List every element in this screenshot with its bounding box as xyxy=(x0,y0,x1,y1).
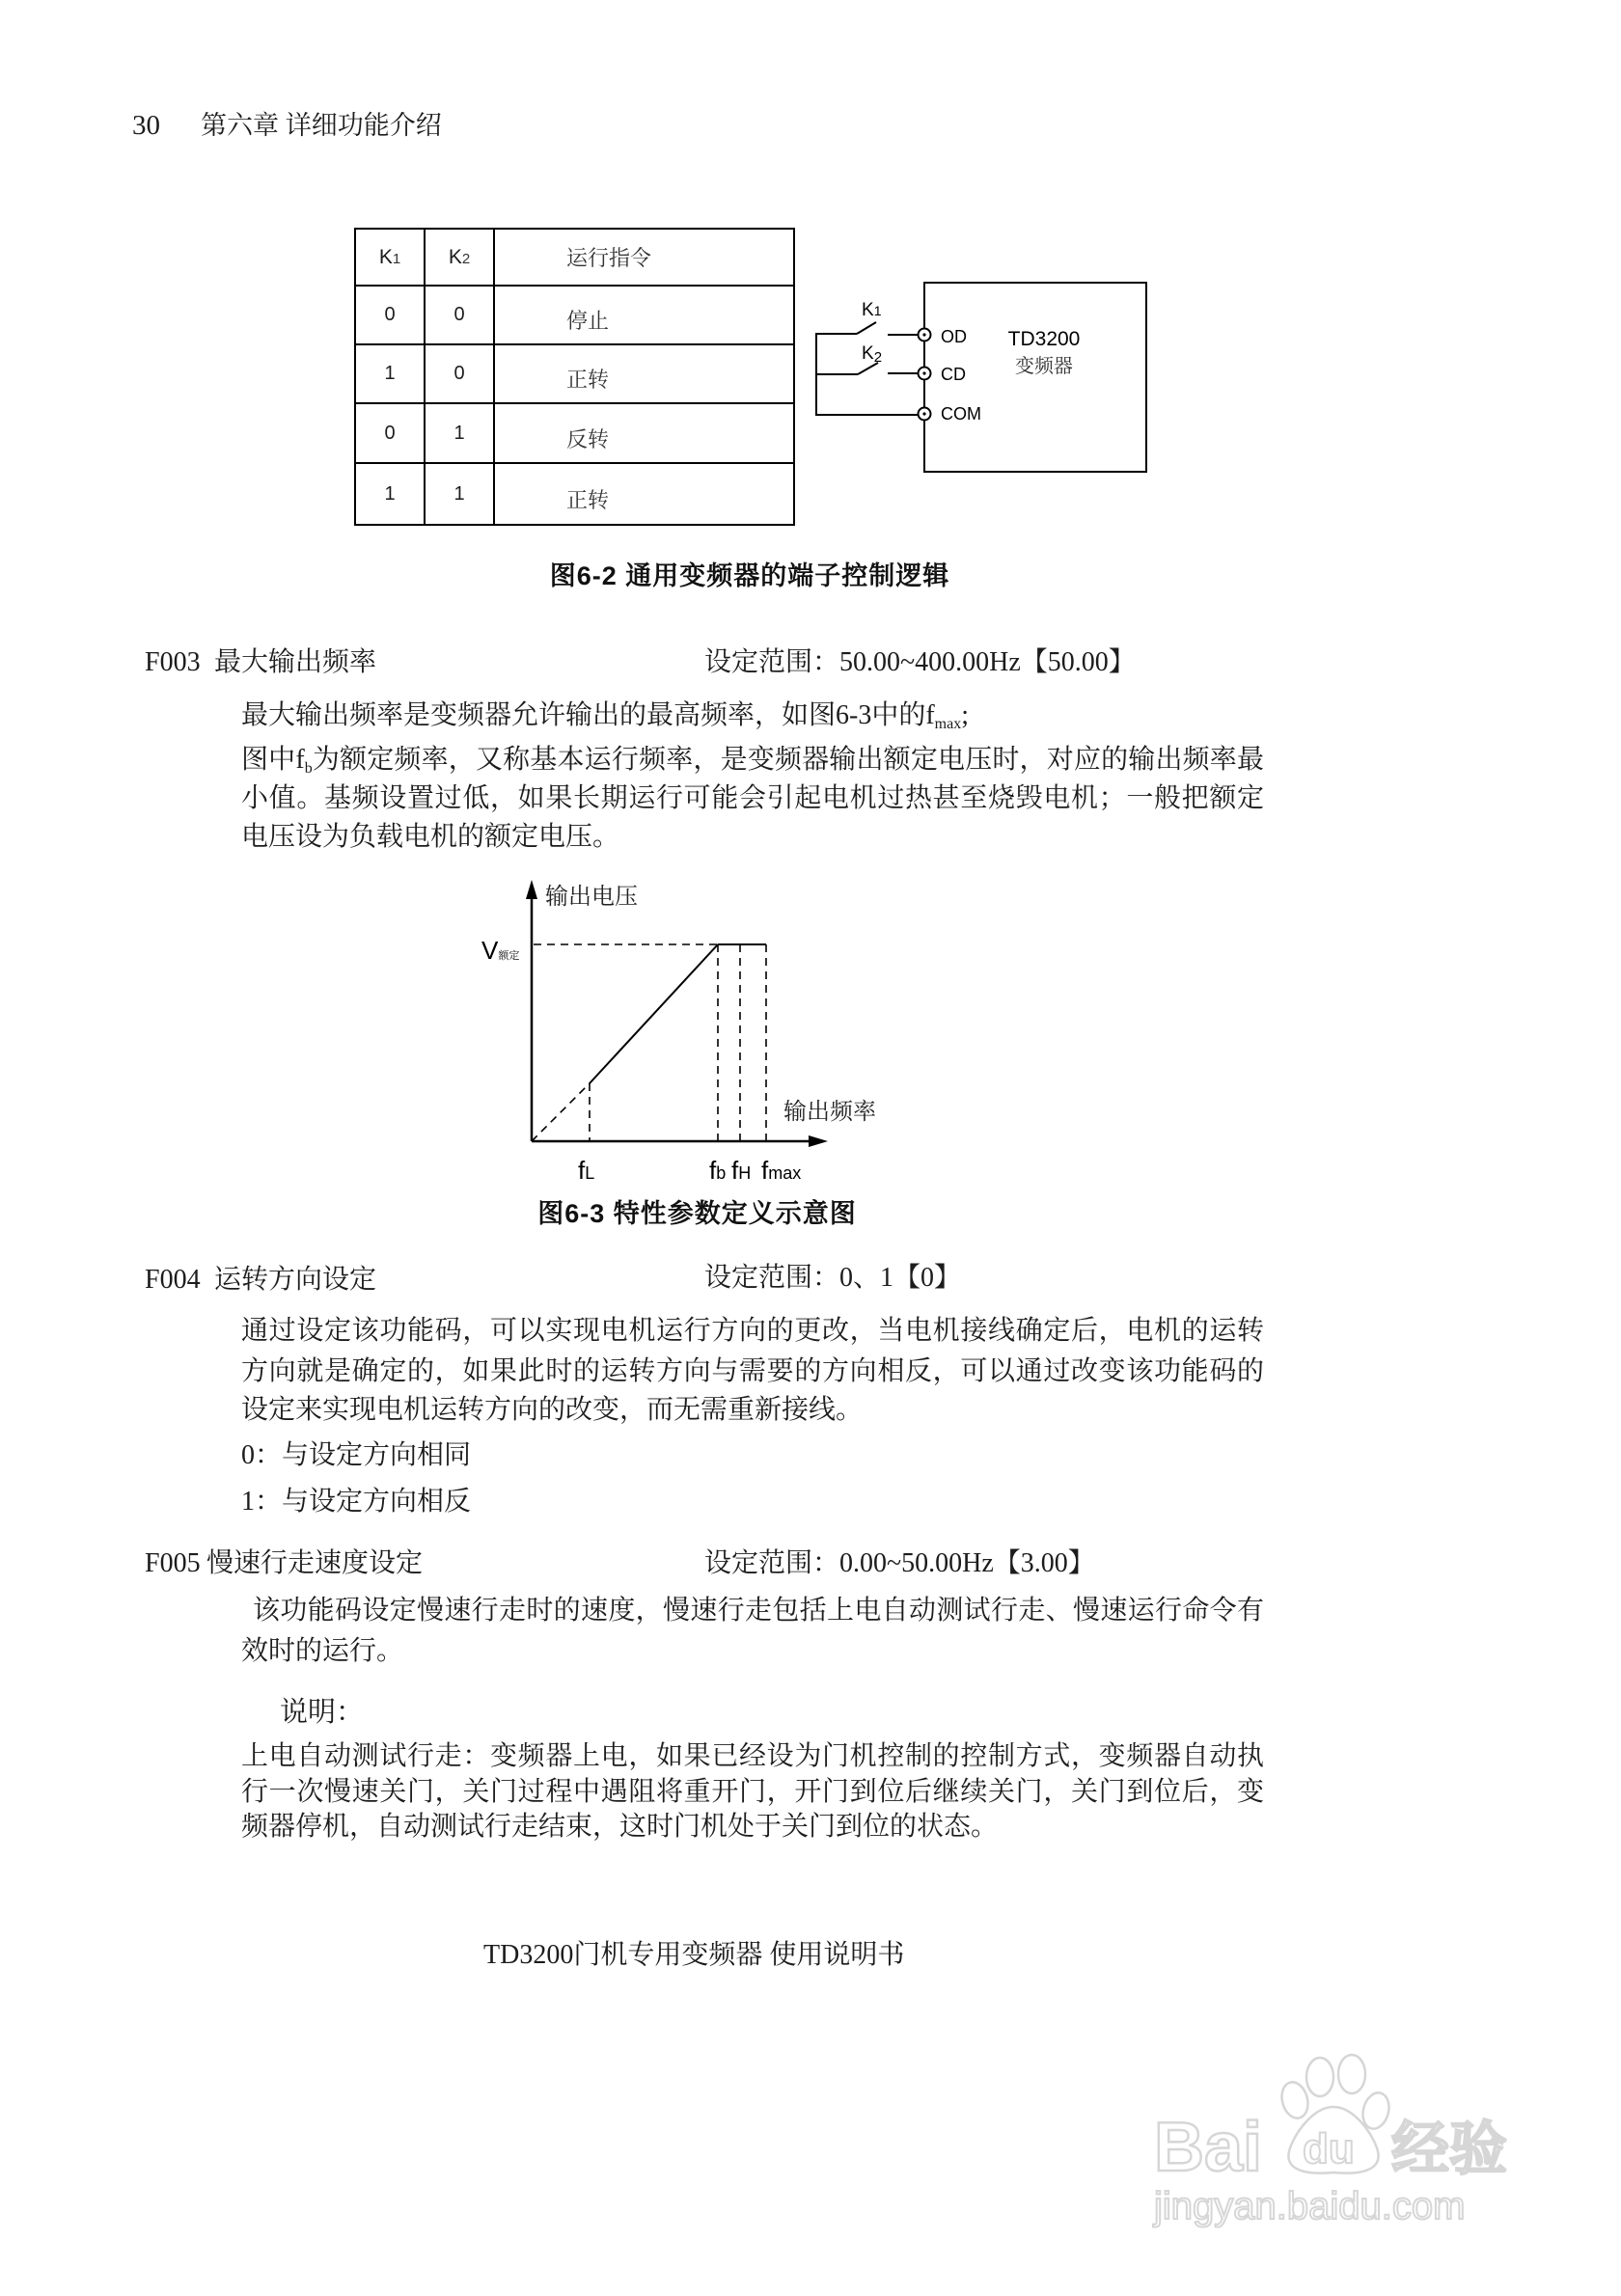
page-footer: TD3200门机专用变频器 使用说明书 xyxy=(483,1940,905,1970)
cell-k2: 1 xyxy=(425,463,494,525)
paragraph-line xyxy=(241,697,969,735)
x-axis-arrow-icon xyxy=(809,1135,828,1147)
k1-switch-blade xyxy=(857,322,876,334)
header-k2 xyxy=(425,229,494,286)
note-title: 说明： xyxy=(280,1697,365,1728)
y-axis-label: 输出电压 xyxy=(545,885,638,910)
paragraph-line: 设定来实现电机运转方向的改变，而无需重新接线。 xyxy=(241,1395,864,1425)
header-command-label: 运行指令 xyxy=(566,246,652,270)
param-code-f003: F003 xyxy=(145,647,201,677)
guide-lines xyxy=(532,944,766,1141)
subscript: b xyxy=(304,760,313,777)
command-text: 停止 xyxy=(566,309,610,333)
table-header-row xyxy=(355,229,794,286)
fl-label: fL xyxy=(578,1156,595,1185)
command-text: 反转 xyxy=(566,426,610,451)
page-number: 30 xyxy=(132,110,160,141)
cell-command xyxy=(494,463,794,525)
text-run: 为额定频率，又称基本运行频率，是变频器输出额定电压时，对应的输出频率最 xyxy=(312,745,1264,775)
wiring xyxy=(816,322,919,415)
subscript: max xyxy=(934,716,962,732)
param-code-f004: F004 xyxy=(145,1265,201,1295)
paragraph-line: 该功能码设定慢速行走时的速度，慢速行走包括上电自动测试行走、慢速运行命令有 xyxy=(253,1596,1264,1626)
option-1: 1：与设定方向相反 xyxy=(241,1487,472,1517)
param-range-f005: 设定范围：0.00~50.00Hz【3.00】 xyxy=(704,1548,1095,1578)
figure-6-3-caption: 图6-3 特性参数定义示意图 xyxy=(537,1199,857,1228)
fmax-label: fmax xyxy=(761,1156,802,1185)
terminal-od-label: OD xyxy=(941,327,967,346)
switch-k1-label: K1 xyxy=(862,300,882,320)
v-rated-label: V额定 xyxy=(481,936,520,965)
cell-k1: 0 xyxy=(355,403,425,463)
y-axis-arrow-icon xyxy=(526,880,537,899)
param-name-f004: 运转方向设定 xyxy=(214,1265,377,1295)
watermark-url: jingyan.baidu.com xyxy=(1154,2185,1466,2228)
paragraph-line: 电压设为负载电机的额定电压。 xyxy=(241,822,620,852)
extrapolated-segment xyxy=(532,1083,590,1141)
param-range-f003: 设定范围：50.00~400.00Hz【50.00】 xyxy=(704,647,1136,677)
paragraph-line: 效时的运行。 xyxy=(241,1636,404,1666)
header-k1-sub: 1 xyxy=(392,250,401,267)
header-command xyxy=(494,229,794,286)
cell-k2: 0 xyxy=(425,286,494,344)
vf-characteristic-graph xyxy=(463,868,917,1196)
device-model: TD3200 xyxy=(1007,328,1081,350)
vf-ramp xyxy=(590,944,718,1083)
fh-label: fH xyxy=(731,1156,752,1185)
terminal-com-label: COM xyxy=(941,404,981,424)
switch-k2-label: K2 xyxy=(862,343,883,366)
option-0: 0：与设定方向相同 xyxy=(241,1440,472,1470)
paragraph-line: 方向就是确定的，如果此时的运转方向与需要的方向相反，可以通过改变该功能码的 xyxy=(241,1356,1264,1386)
cell-command xyxy=(494,286,794,344)
param-code-f005: F005 xyxy=(145,1548,201,1578)
header-k1 xyxy=(355,229,425,286)
watermark-logo-left: Bai xyxy=(1154,2109,1263,2186)
note-line: 上电自动测试行走：变频器上电，如果已经设为门机控制的控制方式，变频器自动执 xyxy=(241,1741,1264,1771)
note-line: 行一次慢速关门，关门过程中遇阻将重开门，开门到位后继续关门，关门到位后，变 xyxy=(241,1777,1264,1807)
header-k1-main: K xyxy=(378,245,393,268)
param-range-f004: 设定范围：0、1【0】 xyxy=(704,1263,962,1293)
terminal-od-icon xyxy=(919,329,931,342)
table-row xyxy=(355,463,794,525)
cell-k1: 1 xyxy=(355,344,425,403)
command-text: 正转 xyxy=(566,368,610,392)
terminal-cd-label: CD xyxy=(941,365,966,384)
figure-6-2-caption: 图6-2 通用变频器的端子控制逻辑 xyxy=(549,561,950,590)
cell-k2: 0 xyxy=(425,344,494,403)
text-run: 图中f xyxy=(241,745,305,775)
cell-k1: 0 xyxy=(355,286,425,344)
param-name-f003: 最大输出频率 xyxy=(214,647,377,677)
terminal-wiring-diagram xyxy=(791,270,1177,492)
watermark-logo-right: 经验 xyxy=(1391,2117,1507,2181)
text-run: ; xyxy=(961,700,969,730)
header-k2-sub: 2 xyxy=(461,250,471,267)
terminal-cd-icon xyxy=(919,368,931,380)
x-axis-label: 输出频率 xyxy=(783,1100,876,1125)
text-run: 最大输出频率是变频器允许输出的最高频率，如图6-3中的f xyxy=(241,700,935,730)
device-name: 变频器 xyxy=(1015,356,1073,377)
chapter-title: 第六章 详细功能介绍 xyxy=(201,111,442,140)
baidu-jingyan-watermark xyxy=(1148,2043,1553,2236)
param-name-f005: 慢速行走速度设定 xyxy=(206,1548,424,1578)
cell-command xyxy=(494,403,794,463)
table-row xyxy=(355,344,794,403)
table-row xyxy=(355,286,794,344)
terminal-com-icon xyxy=(919,408,931,421)
fb-label: fb xyxy=(709,1156,727,1185)
paragraph-line xyxy=(241,741,1264,779)
terminal-logic-table xyxy=(354,228,795,526)
table-row xyxy=(355,403,794,463)
watermark-logo-paw-text: du xyxy=(1303,2125,1355,2173)
cell-k2: 1 xyxy=(425,403,494,463)
header-k2-main: K xyxy=(448,245,462,268)
cell-k1: 1 xyxy=(355,463,425,525)
note-line: 频器停机，自动测试行走结束，这时门机处于关门到位的状态。 xyxy=(241,1812,999,1842)
paragraph-line: 通过设定该功能码，可以实现电机运行方向的更改，当电机接线确定后，电机的运转 xyxy=(241,1316,1264,1346)
paragraph-line: 小值。基频设置过低，如果长期运行可能会引起电机过热甚至烧毁电机；一般把额定 xyxy=(241,783,1264,813)
command-text: 正转 xyxy=(566,487,610,512)
cell-command xyxy=(494,344,794,403)
